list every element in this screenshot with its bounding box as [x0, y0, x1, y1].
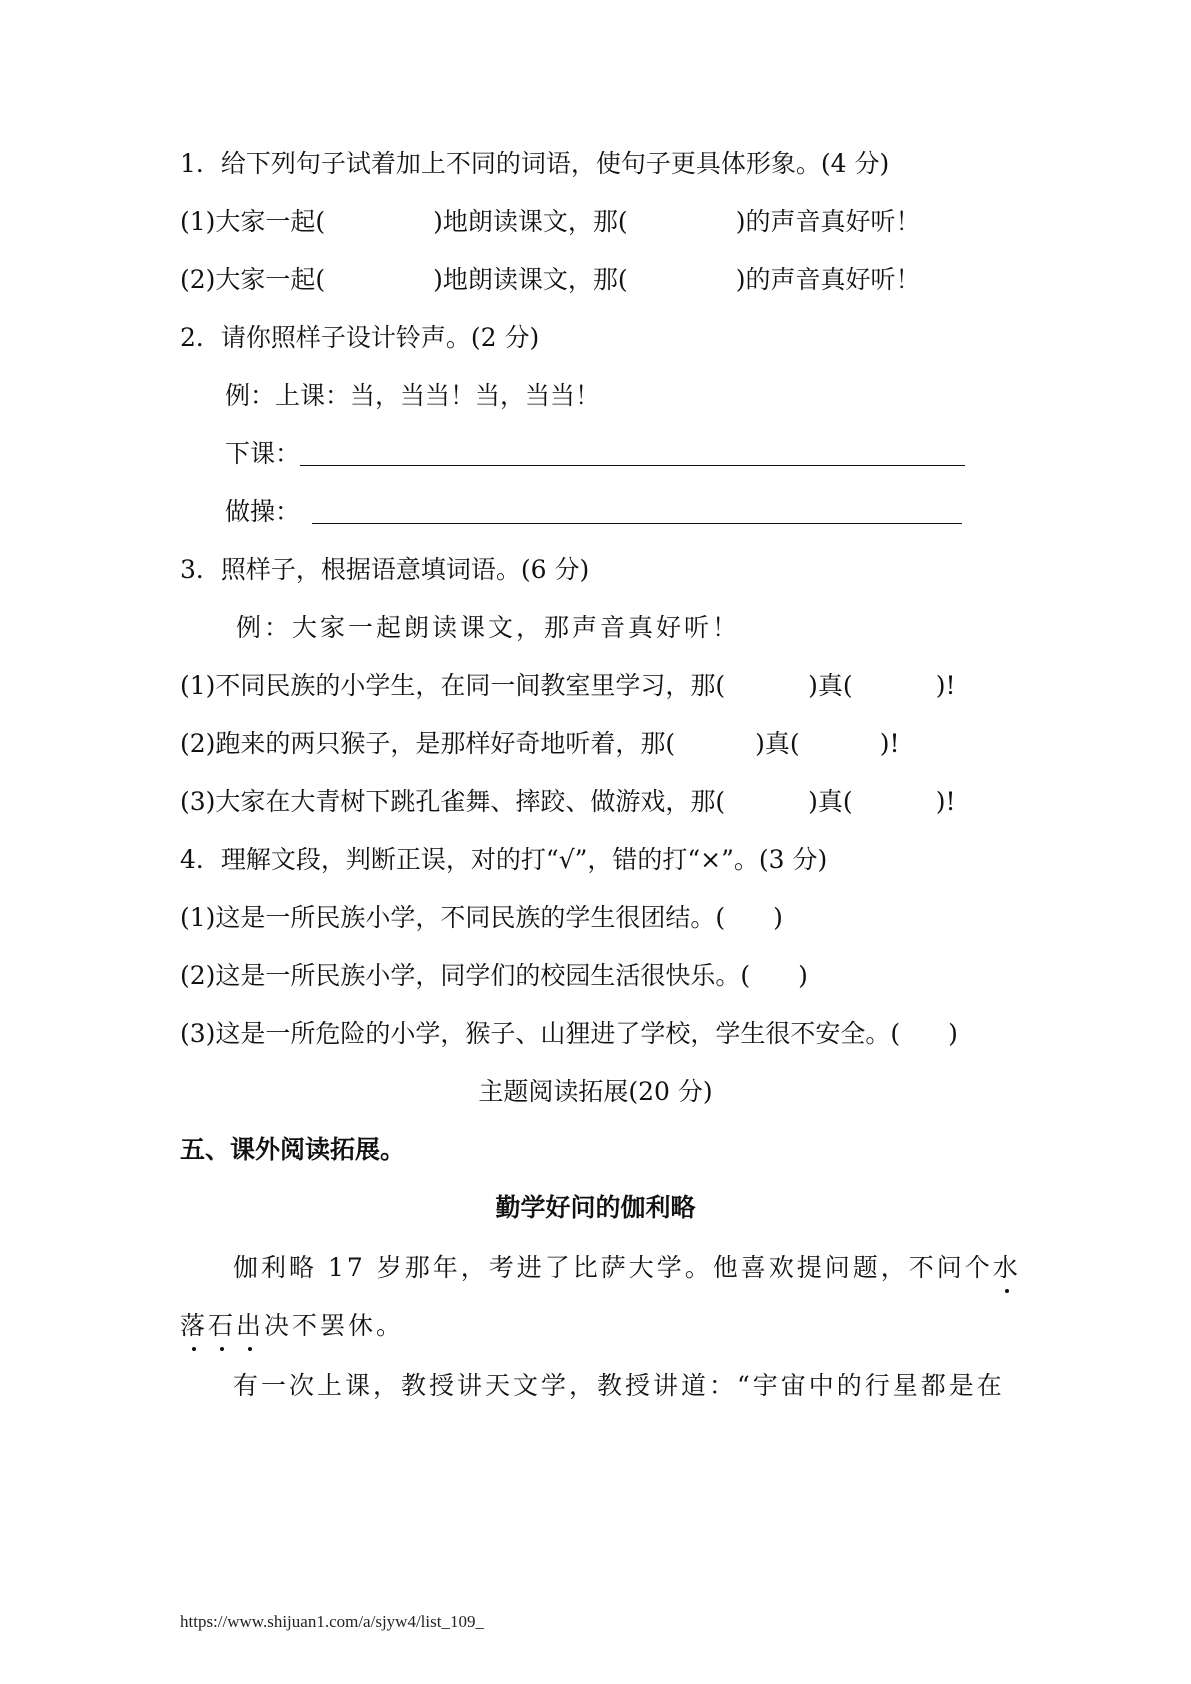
- q2-line-2: [225, 496, 962, 528]
- q2-line-2-answer[interactable]: [312, 499, 962, 524]
- emphasis-char: 出: [236, 1311, 265, 1340]
- q1-item-1: (1)大家一起( )地朗读课文，那( )的声音真好听！: [180, 207, 921, 236]
- story-title: 勤学好问的伽利略: [495, 1193, 696, 1222]
- q4-item-2: (2)这是一所民族小学，同学们的校园生活很快乐。( ): [180, 961, 808, 990]
- q2-title: 2．请你照样子设计铃声。(2 分): [180, 323, 540, 352]
- part5-title: 五、课外阅读拓展。: [180, 1135, 406, 1164]
- q4-item-1: (1)这是一所民族小学，不同民族的学生很团结。( ): [180, 903, 783, 932]
- q1-item-2: (2)大家一起( )地朗读课文，那( )的声音真好听！: [180, 265, 921, 294]
- emphasis-char: 石: [208, 1311, 237, 1340]
- section-title: 主题阅读拓展(20 分): [478, 1077, 713, 1106]
- q3-example: 例：大家一起朗读课文，那声音真好听！: [236, 613, 741, 642]
- q4-title: 4．理解文段，判断正误，对的打“√”，错的打“×”。(3 分): [180, 845, 828, 874]
- story-paragraph-1-line-2: 落石出决不罢休。: [180, 1311, 405, 1340]
- footer-url[interactable]: https://www.shijuan1.com/a/sjyw4/list_109_: [180, 1612, 484, 1631]
- emphasis-char: 落: [180, 1311, 209, 1340]
- q2-line-1-label: 下课：: [225, 439, 301, 468]
- q2-example: 例：上课：当，当当！当，当当！: [225, 381, 601, 410]
- story-paragraph-2-line-1: 有一次上课，教授讲天文学，教授讲道：“宇宙中的行星都是在: [233, 1371, 1005, 1400]
- story-paragraph-1-line-1: 伽利略 17 岁那年，考进了比萨大学。他喜欢提问题，不问个水: [233, 1253, 1021, 1282]
- emphasis-char: 水: [992, 1253, 1021, 1282]
- q4-item-3: (3)这是一所危险的小学，猴子、山狸进了学校，学生很不安全。( ): [180, 1019, 958, 1048]
- q3-item-1: (1)不同民族的小学生，在同一间教室里学习，那( )真( )!: [180, 671, 956, 700]
- q3-item-2: (2)跑来的两只猴子，是那样好奇地听着，那( )真( )!: [180, 729, 900, 758]
- q2-line-1: [225, 438, 965, 470]
- q2-line-2-label: 做操：: [225, 497, 301, 526]
- q1-title: 1．给下列句子试着加上不同的词语，使句子更具体形象。(4 分): [180, 149, 890, 178]
- q3-item-3: (3)大家在大青树下跳孔雀舞、摔跤、做游戏，那( )真( )!: [180, 787, 956, 816]
- q3-title: 3．照样子，根据语意填词语。(6 分): [180, 555, 590, 584]
- q2-line-1-answer[interactable]: [300, 441, 965, 466]
